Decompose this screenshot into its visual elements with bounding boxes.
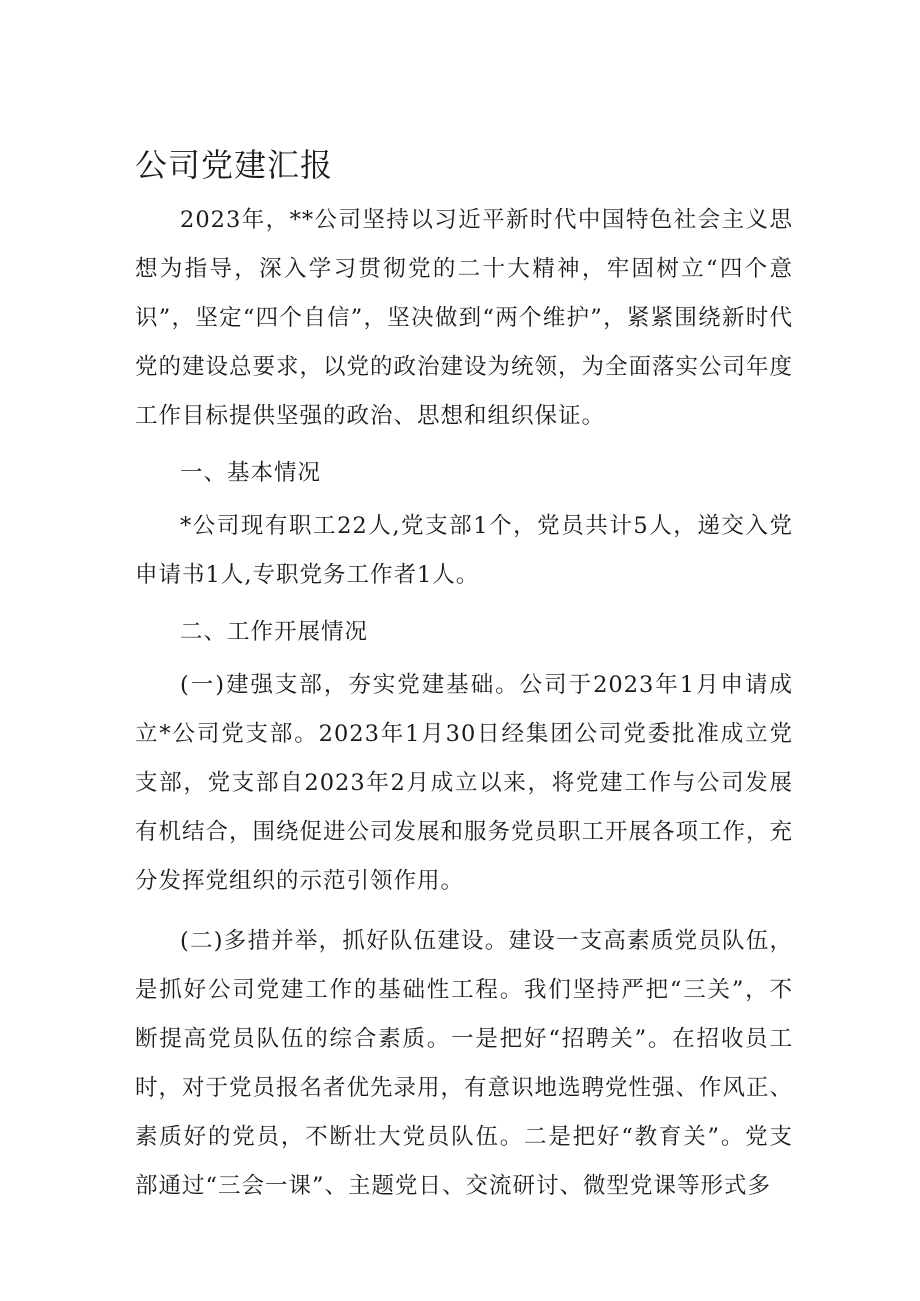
- intro-paragraph: 2023年，**公司坚持以习近平新时代中国特色社会主义思想为指导，深入学习贯彻党的二十大精神，牢固树立“四个意识”，坚定“四个自信”，坚决做到“两个维护”，紧紧围绕新时代党的建设总要求，以党的政治建设为统领，为全面落实公司年度工作目标提供坚强的政治、思想和组织保证。: [135, 207, 794, 429]
- document-body: [135, 196, 793, 1211]
- section-1-paragraph: (一)建强支部，夯实党建基础。公司于2023年1月申请成立*公司党支部。2023年1月30日经集团公司党委批准成立党支部，党支部自2023年2月成立以来，将党建工作与公司发展有机结合，围绕促进公司发展和服务党员职工开展各项工作，充分发挥党组织的示范引领作用。: [135, 672, 794, 894]
- section-heading-work: 二、工作开展情况: [180, 619, 369, 645]
- section-2-paragraph: (二)多措并举，抓好队伍建设。建设一支高素质党员队伍，是抓好公司党建工作的基础性工程。我们坚持严把“三关”，不断提高党员队伍的综合素质。一是把好“招聘关”。在招收员工时，对于党员报名者优先录用，有意识地选聘党性强、作风正、素质好的党员，不断壮大党员队伍。二是把好“教育关”。党支部通过“三会一课”、主题党日、交流研讨、微型党课等形式多: [135, 928, 794, 1199]
- document-title: 公司党建汇报: [135, 146, 334, 184]
- basic-info-paragraph: *公司现有职工22人,党支部1个，党员共计5人，递交入党申请书1人,专职党务工作者1人。: [135, 513, 793, 588]
- section-heading-basic: 一、基本情况: [180, 460, 322, 486]
